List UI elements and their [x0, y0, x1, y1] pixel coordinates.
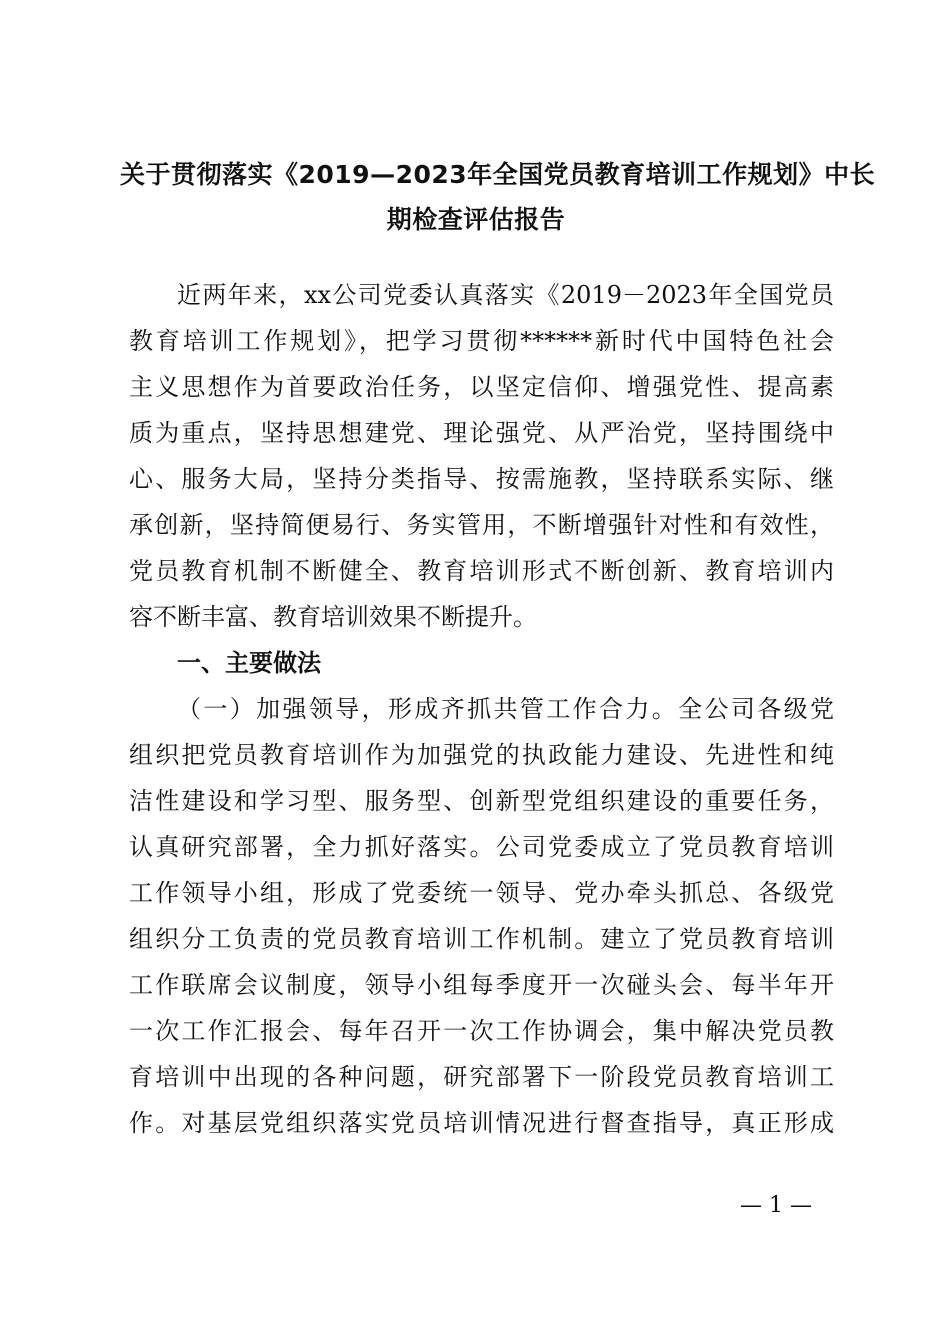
paragraph-line: 心、服务大局，坚持分类指导、按需施教，坚持联系实际、继 — [129, 465, 834, 493]
paragraph-line: 洁性建设和学习型、服务型、创新型党组织建设的重要任务， — [129, 787, 834, 815]
paragraph-line: 一次工作汇报会、每年召开一次工作协调会，集中解决党员教 — [129, 1017, 834, 1045]
paragraph-line: 质为重点，坚持思想建党、理论强党、从严治党，坚持围绕中 — [129, 419, 834, 447]
paragraph-line: 承创新，坚持简便易行、务实管用，不断增强针对性和有效性， — [129, 511, 834, 539]
paragraph-line: 作。对基层党组织落实党员培训情况进行督查指导，真正形成 — [129, 1109, 834, 1137]
document-title-line-1: 关于贯彻落实《2019—2023年全国党员教育培训工作规划》中长 — [120, 160, 876, 189]
paragraph-line: 教育培训工作规划》，把学习贯彻******新时代中国特色社会 — [129, 327, 834, 355]
document-title-line-2: 期检查评估报告 — [386, 205, 566, 234]
paragraph-line: 容不断丰富、教育培训效果不断提升。 — [129, 603, 537, 631]
paragraph-line: 近两年来，xx公司党委认真落实《2019－2023年全国党员 — [177, 281, 834, 309]
paragraph-line: 工作领导小组，形成了党委统一领导、党办牵头抓总、各级党 — [129, 879, 834, 907]
paragraph-line: 主义思想作为首要政治任务，以坚定信仰、增强党性、提高素 — [129, 373, 834, 401]
paragraph-line: （一）加强领导，形成齐抓共管工作合力。全公司各级党 — [177, 695, 834, 723]
section-heading: 一、主要做法 — [177, 649, 321, 677]
page-number: — 1 — — [740, 1193, 812, 1218]
paragraph-line: 工作联席会议制度，领导小组每季度开一次碰头会、每半年开 — [129, 971, 834, 999]
paragraph-line: 育培训中出现的各种问题，研究部署下一阶段党员教育培训工 — [129, 1063, 834, 1091]
paragraph-line: 组织把党员教育培训作为加强党的执政能力建设、先进性和纯 — [129, 741, 834, 769]
paragraph-line: 组织分工负责的党员教育培训工作机制。建立了党员教育培训 — [129, 925, 834, 953]
paragraph-line: 党员教育机制不断健全、教育培训形式不断创新、教育培训内 — [129, 557, 834, 585]
paragraph-line: 认真研究部署，全力抓好落实。公司党委成立了党员教育培训 — [129, 833, 834, 861]
